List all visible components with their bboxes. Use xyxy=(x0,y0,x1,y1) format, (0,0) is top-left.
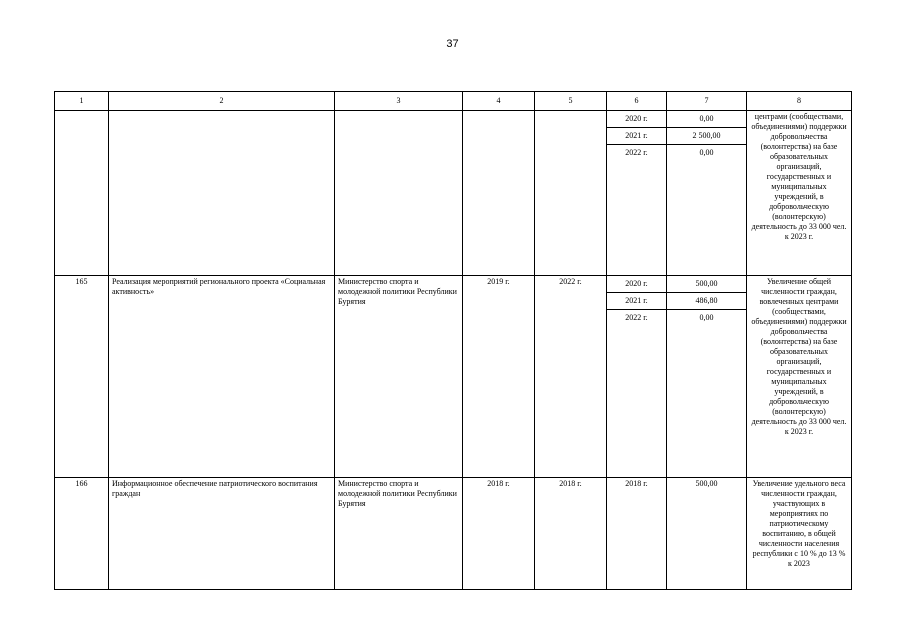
header-cell: 4 xyxy=(463,92,535,111)
years-cell xyxy=(607,111,667,276)
year-item: 2020 г. xyxy=(607,276,666,293)
year-item: 2022 г. xyxy=(625,313,648,322)
executor-cell xyxy=(335,111,463,276)
start-year-cell xyxy=(463,111,535,276)
table-row xyxy=(55,478,852,590)
page-number: 37 xyxy=(446,38,459,50)
amount-item: 486,80 xyxy=(667,293,746,310)
amount-item: 0,00 xyxy=(699,148,714,157)
event-name-cell: Реализация мероприятий регионального проекта «Социальная активность» xyxy=(109,276,335,478)
year-item: 2021 г. xyxy=(607,293,666,310)
header-row xyxy=(55,92,852,111)
header-cell: 3 xyxy=(335,92,463,111)
row-number-cell xyxy=(55,111,109,276)
end-year-cell: 2022 г. xyxy=(535,276,607,478)
amount-item: 2 500,00 xyxy=(667,128,746,145)
amount-item: 0,00 xyxy=(667,111,746,128)
executor-cell: Министерство спорта и молодежной политики Республики Бурятия xyxy=(335,276,463,478)
years-cell: 2018 г. xyxy=(607,478,667,590)
year-item: 2020 г. xyxy=(607,111,666,128)
header-cell: 5 xyxy=(535,92,607,111)
row-number-cell: 166 xyxy=(55,478,109,590)
end-year-cell: 2018 г. xyxy=(535,478,607,590)
start-year-cell: 2019 г. xyxy=(463,276,535,478)
amounts-cell xyxy=(667,276,747,478)
amount-item: 0,00 xyxy=(699,313,714,322)
program-table xyxy=(54,91,852,590)
header-cell: 7 xyxy=(667,92,747,111)
executor-cell: Министерство спорта и молодежной политики Республики Бурятия xyxy=(335,478,463,590)
amounts-cell: 500,00 xyxy=(667,478,747,590)
event-name-cell xyxy=(109,111,335,276)
event-name-cell: Информационное обеспечение патриотического воспитания граждан xyxy=(109,478,335,590)
table-row xyxy=(55,276,852,478)
header-cell: 6 xyxy=(607,92,667,111)
header-cell: 8 xyxy=(747,92,852,111)
table-row xyxy=(55,111,852,276)
amount-item: 500,00 xyxy=(667,276,746,293)
years-cell xyxy=(607,276,667,478)
result-cell: центрами (сообществами, объединениями) поддержки добровольчества (волонтерства) на базе образовательных организаций, государственных и муниципальных учреждений, в добровольческую (волонтерскую) деятельность до 33 000 чел. к 2023 г. xyxy=(747,111,852,276)
header-cell: 1 xyxy=(55,92,109,111)
row-number-cell: 165 xyxy=(55,276,109,478)
result-cell: Увеличение удельного веса численности граждан, участвующих в мероприятиях по патриотическому воспитанию, в общей численности населения республики с 10 % до 13 % к 2023 xyxy=(747,478,852,590)
header-cell: 2 xyxy=(109,92,335,111)
result-cell: Увеличение общей численности граждан, вовлеченных центрами (сообществами, объединениями) поддержки добровольчества (волонтерства) на базе образовательных организаций, государственных и муниципальных учреждений, в добровольческую (волонтерскую) деятельность до 33 000 чел. к 2023 г. xyxy=(747,276,852,478)
year-item: 2022 г. xyxy=(625,148,648,157)
end-year-cell xyxy=(535,111,607,276)
amounts-cell xyxy=(667,111,747,276)
start-year-cell: 2018 г. xyxy=(463,478,535,590)
year-item: 2021 г. xyxy=(607,128,666,145)
